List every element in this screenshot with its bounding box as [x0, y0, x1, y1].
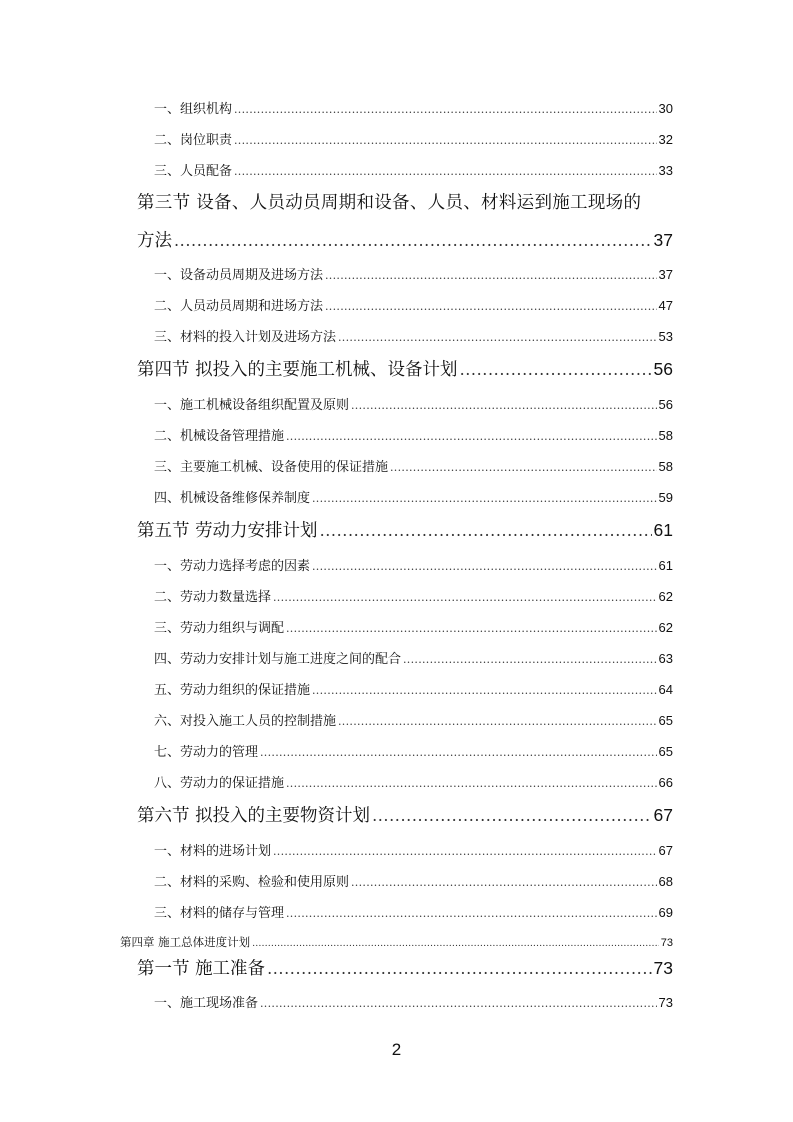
toc-entry[interactable] — [154, 679, 673, 698]
toc-section-entry[interactable] — [137, 227, 673, 252]
toc-section-entry[interactable] — [137, 517, 673, 542]
dot-leader — [320, 521, 652, 540]
toc-entry-title: 二、机械设备管理措施 — [154, 429, 285, 444]
toc-entry-page: 65 — [658, 713, 673, 728]
toc-entry-title: 六、对投入施工人员的控制措施 — [154, 714, 337, 729]
toc-entry-page: 61 — [653, 520, 673, 540]
toc-entry-title: 三、材料的投入计划及进场方法 — [154, 330, 337, 345]
toc-entry-title: 一、施工现场准备 — [154, 996, 259, 1011]
toc-entry-page: 68 — [658, 874, 673, 889]
dot-leader — [338, 715, 657, 728]
page-number: 2 — [391, 1040, 402, 1059]
toc-entry[interactable] — [154, 902, 673, 921]
toc-chapter-entry[interactable] — [120, 934, 673, 950]
dot-leader — [286, 777, 657, 790]
toc-section-entry[interactable] — [137, 802, 673, 827]
toc-entry-page: 33 — [658, 163, 673, 178]
dot-leader — [234, 165, 657, 178]
toc-section-entry[interactable] — [137, 356, 673, 381]
dot-leader — [460, 360, 652, 379]
dot-leader — [325, 300, 657, 313]
dot-leader — [312, 560, 657, 573]
dot-leader — [372, 806, 651, 825]
toc-entry-title: 第四节 拟投入的主要施工机械、设备计划 — [137, 360, 458, 380]
toc-entry-page: 73 — [658, 995, 673, 1010]
toc-entry-title: 四、劳动力安排计划与施工进度之间的配合 — [154, 652, 402, 667]
toc-entry[interactable] — [154, 710, 673, 729]
toc-entry-title: 三、主要施工机械、设备使用的保证措施 — [154, 460, 389, 475]
dot-leader — [325, 269, 657, 282]
toc-entry[interactable] — [154, 648, 673, 667]
toc-entry[interactable] — [154, 840, 673, 859]
toc-entry-title: 二、材料的采购、检验和使用原则 — [154, 875, 350, 890]
toc-entry-page: 37 — [653, 230, 673, 250]
toc-entry-page: 58 — [658, 459, 673, 474]
toc-entry[interactable] — [154, 295, 673, 314]
toc-entry-title: 一、材料的进场计划 — [154, 844, 272, 859]
dot-leader — [252, 938, 659, 949]
toc-entry-page: 62 — [658, 620, 673, 635]
toc-entry-page: 73 — [660, 937, 673, 949]
toc-entry-page: 64 — [658, 682, 673, 697]
toc-entry-title: 五、劳动力组织的保证措施 — [154, 683, 311, 698]
toc-entry-title: 三、人员配备 — [154, 164, 233, 179]
toc-section-title-line1[interactable]: 第三节 设备、人员动员周期和设备、人员、材料运到施工现场的 — [137, 193, 642, 213]
toc-entry[interactable] — [154, 160, 673, 179]
toc-entry[interactable] — [154, 487, 673, 506]
toc-entry-title: 二、劳动力数量选择 — [154, 590, 272, 605]
toc-entry-title: 第四章 施工总体进度计划 — [120, 935, 251, 949]
toc-entry-page: 61 — [658, 558, 673, 573]
toc-entry-title: 二、岗位职责 — [154, 133, 233, 148]
toc-entry[interactable] — [154, 992, 673, 1011]
toc-entry-page: 62 — [658, 589, 673, 604]
toc-entry[interactable] — [154, 871, 673, 890]
dot-leader — [286, 907, 657, 920]
toc-entry[interactable] — [154, 617, 673, 636]
toc-entry-title: 八、劳动力的保证措施 — [154, 776, 285, 791]
toc-entry-title: 第五节 劳动力安排计划 — [137, 521, 318, 541]
toc-entry-page: 73 — [653, 958, 673, 978]
toc-entry[interactable] — [154, 394, 673, 413]
toc-entry-page: 56 — [653, 359, 673, 379]
dot-leader — [403, 653, 657, 666]
toc-entry-page: 66 — [658, 775, 673, 790]
dot-leader — [338, 331, 657, 344]
toc-entry-page: 47 — [658, 298, 673, 313]
toc-entry-page: 59 — [658, 490, 673, 505]
dot-leader — [273, 591, 657, 604]
toc-entry-title: 三、劳动力组织与调配 — [154, 621, 285, 636]
toc-entry[interactable] — [154, 264, 673, 283]
dot-leader — [286, 430, 657, 443]
dot-leader — [260, 746, 657, 759]
toc-entry[interactable] — [154, 129, 673, 148]
toc-entry[interactable] — [154, 425, 673, 444]
toc-entry-title: 一、设备动员周期及进场方法 — [154, 268, 324, 283]
toc-section-entry[interactable] — [137, 955, 673, 980]
dot-leader — [234, 134, 657, 147]
toc-entry-page: 56 — [658, 397, 673, 412]
dot-leader — [351, 399, 657, 412]
toc-entry-page: 30 — [658, 101, 673, 116]
toc-entry-title: 三、材料的储存与管理 — [154, 906, 285, 921]
toc-entry-page: 67 — [653, 805, 673, 825]
toc-entry[interactable] — [154, 98, 673, 117]
toc-entry[interactable] — [154, 326, 673, 345]
dot-leader — [312, 684, 657, 697]
toc-entry-title: 一、组织机构 — [154, 102, 233, 117]
dot-leader — [273, 845, 657, 858]
dot-leader — [312, 492, 657, 505]
toc-entry-title: 七、劳动力的管理 — [154, 745, 259, 760]
toc-entry[interactable] — [154, 772, 673, 791]
dot-leader — [286, 622, 657, 635]
toc-entry-title: 二、人员动员周期和进场方法 — [154, 299, 324, 314]
toc-entry[interactable] — [154, 555, 673, 574]
toc-entry-page: 63 — [658, 651, 673, 666]
dot-leader — [260, 997, 657, 1010]
toc-entry-title: 方法 — [137, 231, 172, 251]
toc-entry-page: 32 — [658, 132, 673, 147]
dot-leader — [351, 876, 657, 889]
toc-entry-page: 69 — [658, 905, 673, 920]
toc-entry-page: 65 — [658, 744, 673, 759]
dot-leader — [267, 959, 651, 978]
toc-entry-title: 第六节 拟投入的主要物资计划 — [137, 806, 371, 826]
toc-entry-title: 一、施工机械设备组织配置及原则 — [154, 398, 350, 413]
toc-entry[interactable] — [154, 586, 673, 605]
toc-entry[interactable] — [154, 456, 673, 475]
dot-leader — [390, 461, 657, 474]
toc-entry-title: 一、劳动力选择考虑的因素 — [154, 559, 311, 574]
toc-entry-page: 67 — [658, 843, 673, 858]
dot-leader — [174, 231, 652, 250]
toc-entry-page: 53 — [658, 329, 673, 344]
dot-leader — [234, 103, 657, 116]
toc-entry-page: 58 — [658, 428, 673, 443]
toc-entry[interactable] — [154, 741, 673, 760]
toc-entry-title: 第一节 施工准备 — [137, 959, 266, 979]
toc-entry-title: 四、机械设备维修保养制度 — [154, 491, 311, 506]
toc-entry-page: 37 — [658, 267, 673, 282]
